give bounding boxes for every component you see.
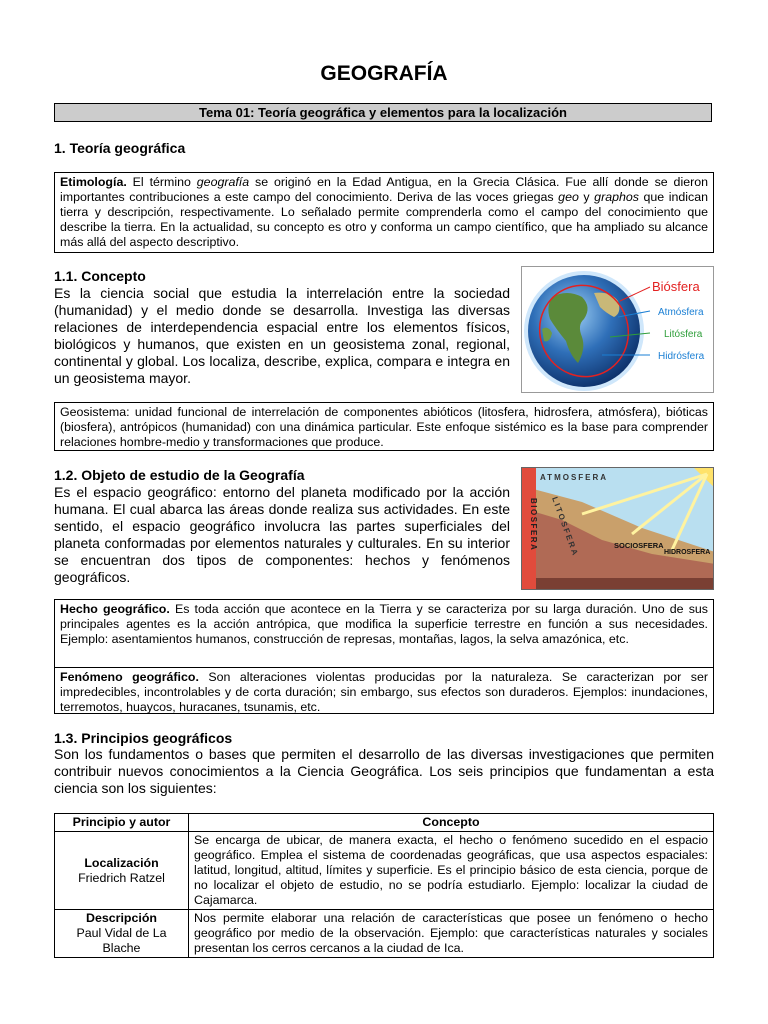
principio-cell [55,910,189,958]
principio-name: Localización [84,855,159,870]
col-concepto-header: Concepto [189,814,714,832]
biosfera-label: Biósfera [652,279,700,294]
fenomeno-label: Fenómeno geográfico. [60,670,199,684]
concepto-paragraph: Es la ciencia social que estudia la interrelación entre la sociedad (humanidad) y el medio donde se desarrolla. Investiga las diversas relaciones de interdependencia espacial entre los elementos físicos, biológicos y humanos, que existen en un geosistema zonal, regional, continental y global. Los localiza, describe, explica, compara e integra en un geosistema mayor. [54,285,510,386]
section-1-2-heading: 1.2. Objeto de estudio de la Geografía [54,467,305,483]
concepto-cell: Se encarga de ubicar, de manera exacta, el hecho o fenómeno sucedido en el espacio geográfico. Emplea el sistema de coordenadas geográficas, que usa aspectos espaciales: latitud, longitud, altitud, límites y superficie. Es el principio básico de esta ciencia, porque de no localizar el objeto de estudio, no se podría estudiarlo. Ejemplo: localizar la ciudad de Cajamarca. [189,832,714,910]
litosfera-label: Litósfera [664,329,703,340]
section-1-heading: 1. Teoría geográfica [54,140,186,156]
geographic-space-icon [522,468,714,590]
etimologia-italic-3: graphos [594,190,639,204]
etimologia-text-2: se originó en la Edad Antigua, en la Grecia Clásica. Fue allí donde se dieron importantes contribuciones a este campo del conocimiento. Deriva de las voces griegas [60,175,708,204]
etimologia-text-1: El término [126,175,197,189]
hidrosfera-label: Hidrósfera [658,351,705,362]
section-1-1-heading: 1.1. Concepto [54,268,146,284]
atmosfera-label: Atmósfera [658,307,704,318]
principio-cell [55,832,189,910]
etimologia-italic-1: geografía [196,175,250,189]
principio-autor: Paul Vidal de La Blache [76,926,167,955]
principio-autor: Friedrich Ratzel [78,870,165,885]
page-title: GEOGRAFÍA [320,62,448,85]
concepto-cell: Nos permite elaborar una relación de características que posee un fenómeno o hecho geográfico por medio de la observación. Ejemplo: que características naturales y sociales presentan los cerros cercanos a la ciudad de Ica. [189,910,714,958]
principios-table [54,813,714,958]
earth-spheres-figure [521,266,714,393]
hecho-label: Hecho geográfico. [60,602,170,616]
section-1-3-heading: 1.3. Principios geográficos [54,730,233,746]
atmosfera-figure-label: ATMOSFERA [540,473,609,482]
table-header-row [55,814,714,832]
table-row [55,832,714,910]
sociosfera-figure-label: SOCIOSFERA [614,541,664,550]
earth-globe-icon [522,267,714,393]
principios-paragraph: Son los fundamentos o bases que permiten el desarrollo de las diversas investigaciones que permiten contribuir nuevos conocimientos a la Ciencia Geográfica. Los seis principios que fundamentan a esta ciencia son los siguientes: [54,746,714,796]
etimologia-italic-2: geo [558,190,579,204]
objeto-paragraph: Es el espacio geográfico: entorno del planeta modificado por la acción humana. El cual abarca las áreas donde realiza sus actividades. En este sentido, el espacio geográfico involucra las partes superficiales del planeta conformadas por elementos naturales y culturales. En su interior se encuentran dos tipos de componentes: hechos y fenómenos geográficos. [54,484,510,585]
etimologia-label: Etimología. [60,175,127,189]
etimologia-box [54,172,714,253]
geographic-space-figure [521,467,714,590]
hechos-fenomenos-box [54,599,714,714]
hecho-text: Es toda acción que acontece en la Tierra y se caracteriza por su larga duración. Uno de sus principales agentes es la acción antrópica, que modifica la superficie terrestre en función a sus necesidades. Ejemplo: asentamientos humanos, construcción de represas, montañas, lagos, la selva amazónica, etc. [60,602,708,646]
table-row [55,910,714,958]
principio-name: Descripción [86,911,157,925]
geosistema-box: Geosistema: unidad funcional de interrelación de componentes abióticos (litosfera, hidrosfera, atmósfera), bióticas (biosfera), antrópicos (humanidad) con una dinámica particular. Este enfoque sistémico es la base para comprender relaciones hombre-medio y transformaciones que produce. [54,402,714,451]
fenomeno-text: Son alteraciones violentas producidas por la naturaleza. Se caracterizan por ser impredecibles, incontrolables y de corta duración; sin embargo, sus efectos son duraderos. Ejemplos: inundaciones, terremotos, huaycos, huracanes, tsunamis, etc. [60,670,708,714]
hecho-geografico [55,600,713,668]
etimologia-text-4: que indican tierra y descripción, respectivamente. Lo señalado permite comprenderla como el campo del conocimiento que describe la tierra. En la actualidad, su concepto es otro y conforma un campo científico, que ha ampliado su alcance más allá del aspecto descriptivo. [60,190,708,249]
litosfera-figure-label: LITOSFERA [550,495,581,559]
topic-banner: Tema 01: Teoría geográfica y elementos para la localización [54,103,712,122]
hidrosfera-figure-label: HIDROSFERA [664,549,711,556]
biosfera-figure-label: BIOSFERA [529,498,538,552]
fenomeno-geografico [55,668,713,717]
col-principio-header: Principio y autor [55,814,189,832]
etimologia-text-3: y [578,190,595,204]
